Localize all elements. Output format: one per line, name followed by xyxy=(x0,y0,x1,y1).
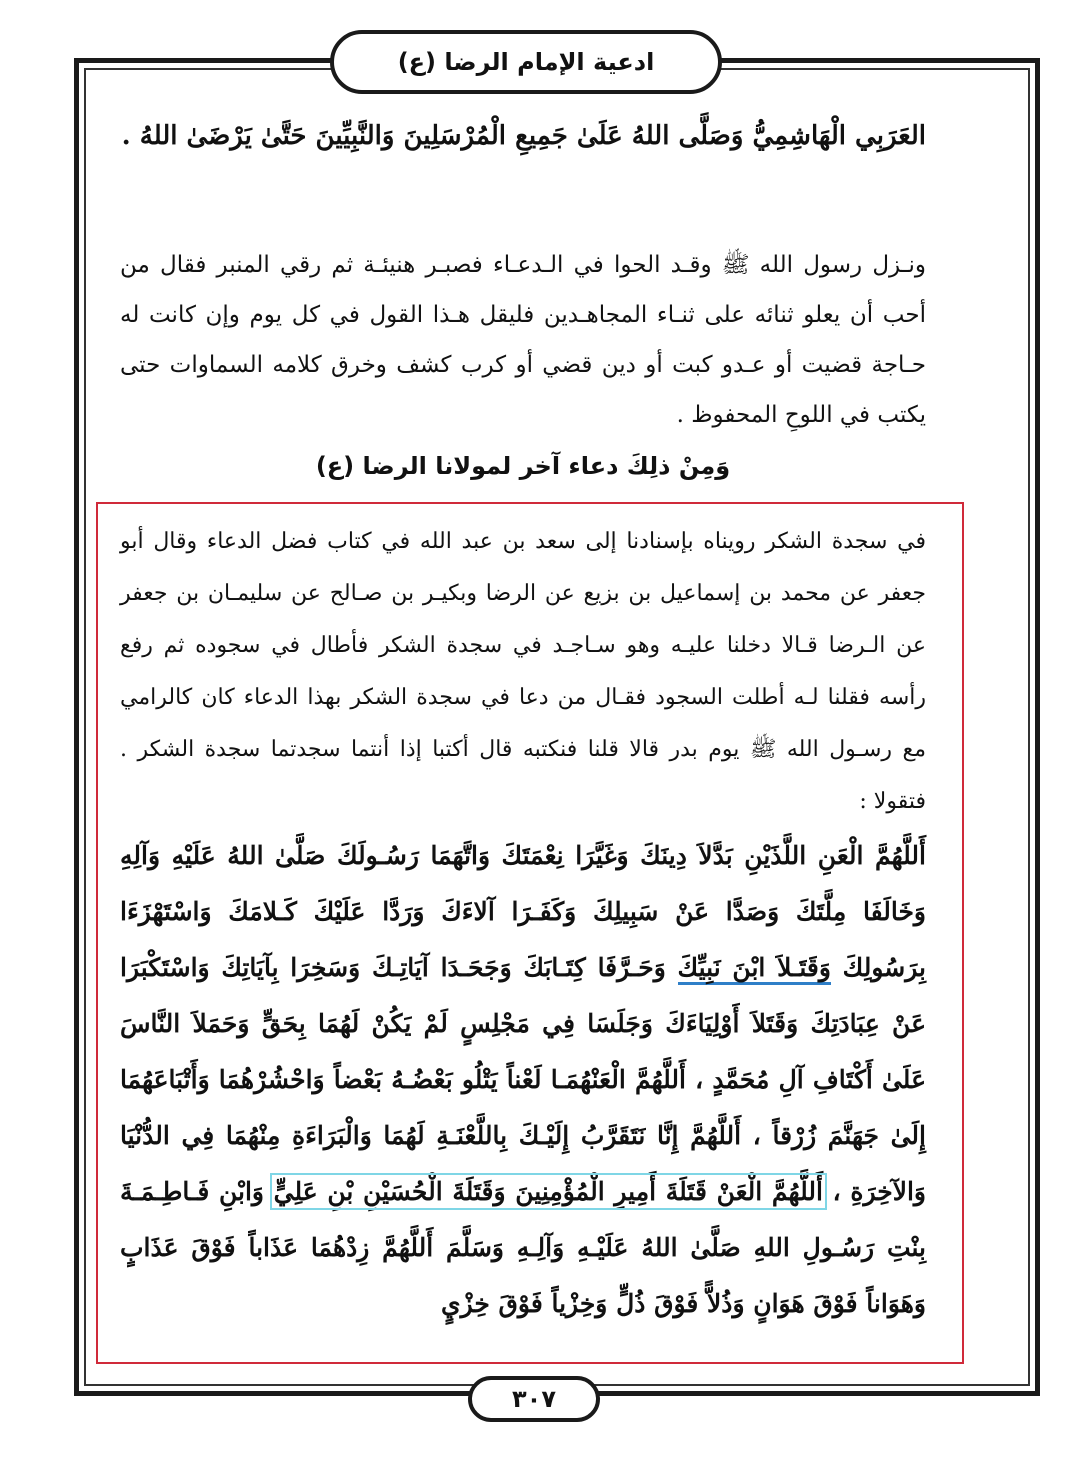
page-number: ٣٠٧ xyxy=(512,1385,556,1413)
underlined-phrase: وَقَتَـلاَ ابْنَ نَبِيِّكَ xyxy=(678,953,831,985)
boxed-phrase: أَللَّهُمَّ الْعَنْ قَتَلَةَ أَمِيرِ الْمُؤْمِنِينَ وَقَتَلَةَ الْحُسَيْنِ بْنِ عَلِيٍّ xyxy=(273,1177,823,1206)
supplication-part-b: وَحَـرَّفَا كِتَـابَكَ وَجَحَـدَا آيَاتِـكَ وَسَخِرَا بِآيَاتِكَ وَاسْتَكْبَرَا عَنْ عِبَادَتِكَ وَقَتَلاَ أَوْلِيَاءَكَ وَجَلَسَا فِي مَجْلِسٍ لَمْ يَكُنْ لَهُمَا بِحَقٍّ وَحَمَلاَ النَّاسَ عَلَىٰ أَكْتَافِ آلِ مُحَمَّدٍ ، أَللَّهُمَّ الْعَنْهُمَـا لَعْناً يَتْلُو بَعْضُـهُ بَعْضاً وَاحْشُرْهُمَا وَأَتْبَاعَهُمَا إِلَىٰ جَهَنَّمَ زُرْقاً ، أَللَّهُمَّ إِنَّا نَتَقَرَّبُ إِلَيْـكَ بِاللَّعْنَـةِ لَهُمَا وَالْبَرَاءَةِ مِنْهُمَا فِي الدُّنْيَا وَالآخِرَةِ ، xyxy=(120,953,926,1206)
page-number-badge xyxy=(468,1376,600,1422)
supplication-part-c: وَابْنِ فَـاطِـمَـةَ بِنْتِ رَسُـولِ اللهِ صَلَّىٰ اللهُ عَلَيْـهِ وَآلِـهِ وَسَلَّمَ أَللَّهُمَّ زِدْهُمَا عَذَاباً فَوْقَ عَذَابٍ وَهَوَاناً فَوْقَ هَوَانٍ وَذُلاًّ فَوْقَ ذُلٍّ وَخِزْياً فَوْقَ خِزْيٍ xyxy=(120,1177,926,1318)
running-header xyxy=(330,30,722,94)
paragraph-chain-of-narration: في سجدة الشكر رويناه بإسنادنا إلى سعد بن عبد الله في كتاب فضل الدعاء وقال أبو جعفر عن محمد بن إسماعيل بن بزيع عن الرضا وبكيـر بن صـالح عن سليمـان بن جعفر عن الـرضا قـالا دخلنا عليـه وهو سـاجـد في سجدة الشكر فأطال في سجوده ثم رفع رأسه فقلنا لـه أطلت السجود فقـال من دعا في سجدة الشكر بهذا الدعاء كان كالرامي مع رسـول الله ﷺ يوم بدر قالا قلنا فنكتبه قال أكتبا إذا أنتما سجدتما سجدة الشكر . فتقولا : xyxy=(120,529,926,814)
paragraph-top: العَرَبِي الْهَاشِمِيُّ وَصَلَّى اللهُ عَلَىٰ جَمِيعِ الْمُرْسَلِينَ وَالنَّبِيِّينَ حَتَّىٰ يَرْضَىٰ اللهُ . xyxy=(121,121,926,151)
paragraph-narration: ونـزل رسول الله ﷺ وقـد الحوا في الـدعـاء فصبـر هنيئـة ثم رقي المنبر فقال من أحب أن يعلو ثنائه على ثنـاء المجاهـدين فليقل هـذا القول في كل يوم وإن كانت له حـاجة قضيت أو عـدو كبت أو دين قضي أو كرب كشف وخرق كلامه السماوات حتى يكتب في اللوحِ المحفوظ . xyxy=(120,252,926,428)
header-title: ادعية الإمام الرضا (ع) xyxy=(397,48,655,76)
section-heading: وَمِنْ ذلِكَ دعاء آخر لمولانا الرضا (ع) xyxy=(315,452,731,480)
paragraph-supplication xyxy=(120,828,926,1332)
supplication-part-a: أَللَّهُمَّ الْعَنِ اللَّذَيْنِ بَدَّلاَ دِينَكَ وَغَيَّرَا نِعْمَتَكَ وَاتَّهَمَا رَسُـولَكَ صَلَّىٰ اللهُ عَلَيْهِ وَآلِهِ وَخَالَفَا مِلَّتَكَ وَصَدَّا عَنْ سَبِيلِكَ وَكَفَـرَا آلاءَكَ وَرَدَّا عَلَيْكَ كَـلامَكَ وَاسْتَهْزَءَا بِرَسُولِكَ xyxy=(120,841,926,982)
